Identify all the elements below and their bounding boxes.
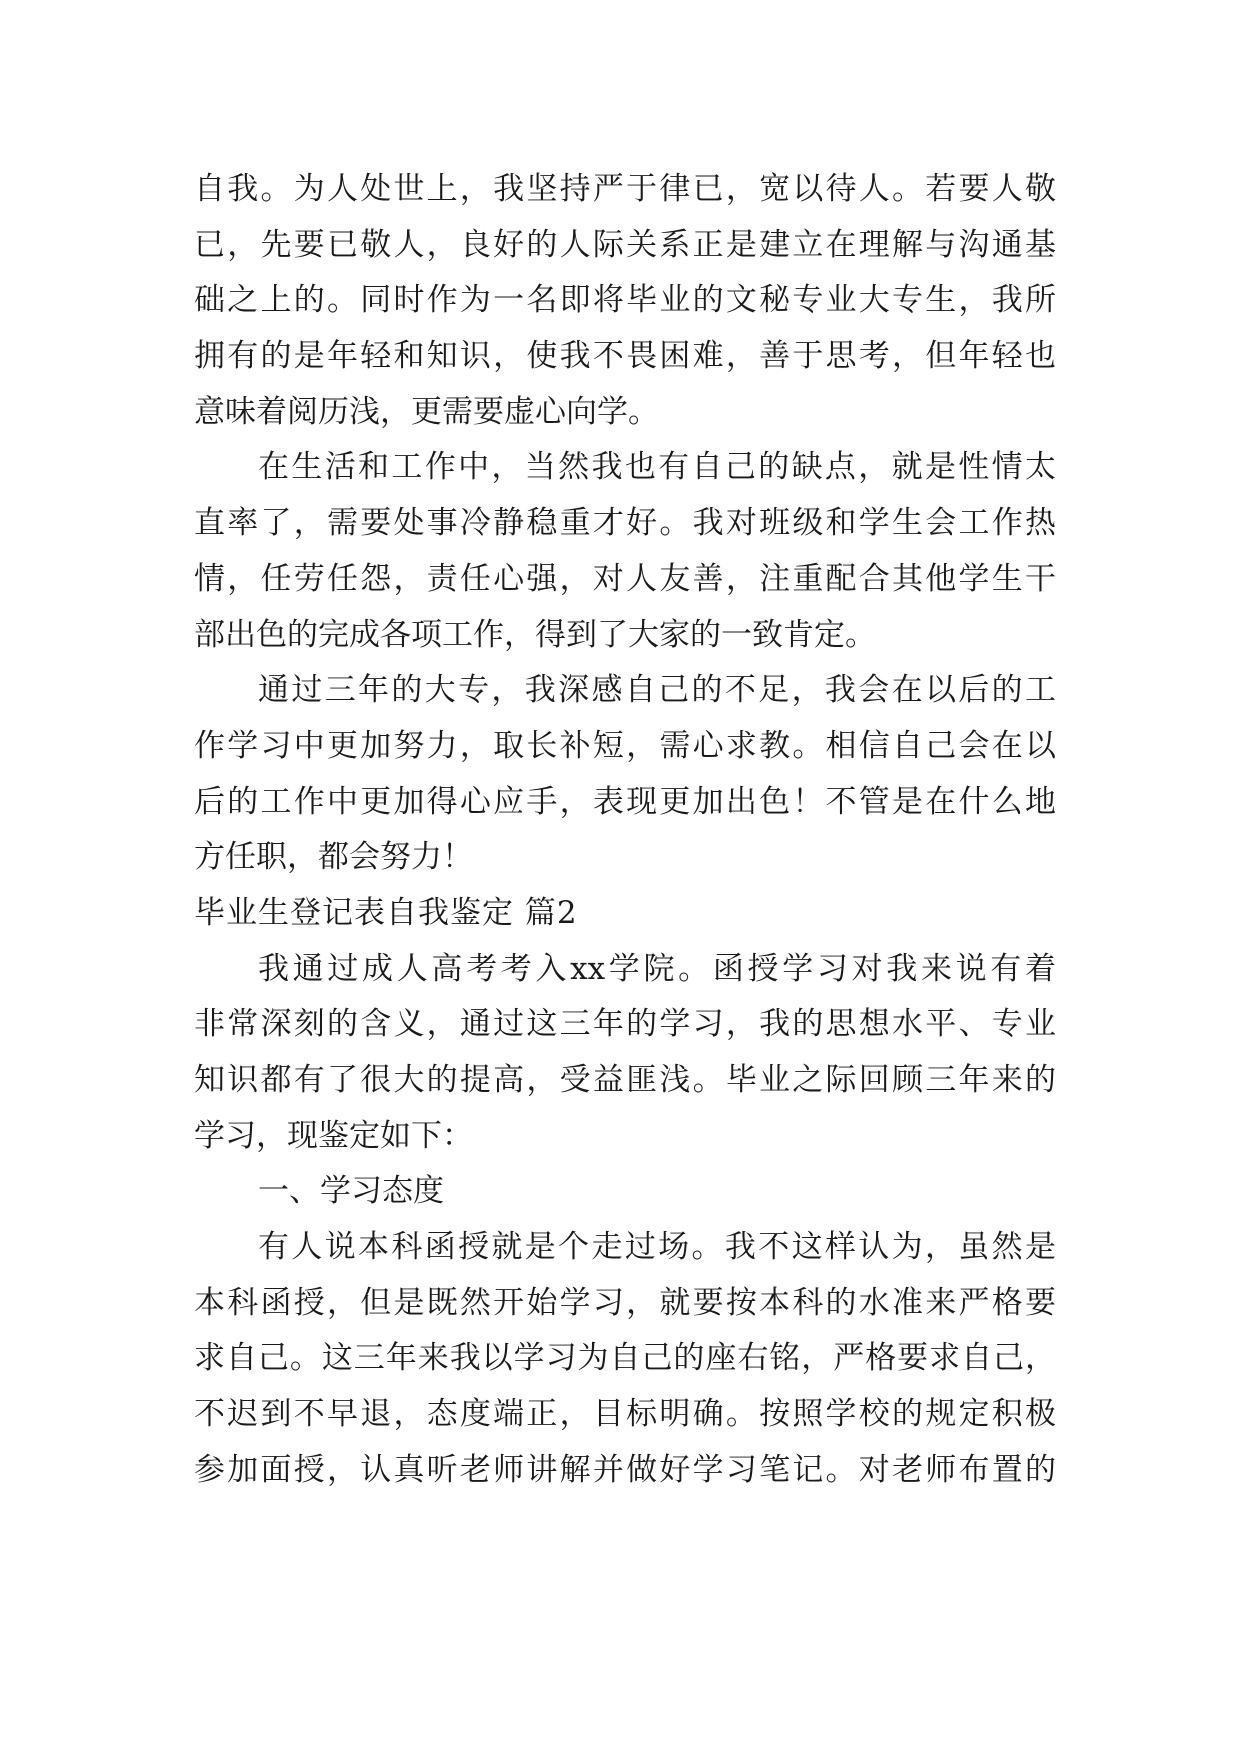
text-line: 作学习中更加努力，取长补短，需心求教。相信自己会在以 — [194, 727, 1056, 764]
text-line: 础之上的。同时作为一名即将毕业的文秘专业大专生，我所 — [194, 282, 1056, 319]
text-line: 自我。为人处世上，我坚持严于律已，宽以待人。若要人敬 — [194, 171, 1056, 207]
text-line: 有人说本科函授就是个走过场。我不这样认为，虽然是 — [258, 1229, 1056, 1266]
text-line: 部出色的完成各项工作，得到了大家的一致肯定。 — [194, 616, 876, 653]
text-line: 知识都有了很大的提高，受益匪浅。毕业之际回顾三年来的 — [194, 1062, 1056, 1098]
text-line: 本科函授，但是既然开始学习，就要按本科的水准来严格要 — [194, 1284, 1056, 1321]
text-line: 学习，现鉴定如下： — [194, 1117, 473, 1154]
text-line: 方任职，都会努力！ — [194, 839, 473, 876]
text-line: 我通过成人高考考入xx学院。函授学习对我来说有着 — [258, 950, 1056, 987]
text-line: 不迟到不早退，态度端正，目标明确。按照学校的规定积极 — [194, 1396, 1056, 1433]
document-body — [194, 162, 1056, 1499]
text-line: 拥有的是年轻和知识，使我不畏困难，善于思考，但年轻也 — [194, 338, 1056, 375]
text-line: 一、学习态度 — [258, 1173, 444, 1210]
section-heading: 毕业生登记表自我鉴定 篇2 — [194, 894, 578, 931]
text-line: 已，先要已敬人，良好的人际关系正是建立在理解与沟通基 — [194, 226, 1056, 263]
text-line: 意味着阅历浅，更需要虚心向学。 — [194, 393, 659, 430]
text-line: 情，任劳任怨，责任心强，对人友善，注重配合其他学生干 — [194, 560, 1056, 597]
text-line: 后的工作中更加得心应手，表现更加出色！不管是在什么地 — [194, 783, 1056, 820]
text-line: 在生活和工作中，当然我也有自己的缺点，就是性情太 — [258, 449, 1056, 486]
text-line: 求自己。这三年来我以学习为自己的座右铭，严格要求自己， — [194, 1340, 1056, 1377]
text-line: 通过三年的大专，我深感自己的不足，我会在以后的工 — [258, 672, 1056, 709]
text-line: 参加面授，认真听老师讲解并做好学习笔记。对老师布置的 — [194, 1451, 1056, 1488]
text-line: 直率了，需要处事冷静稳重才好。我对班级和学生会工作热 — [194, 505, 1056, 542]
text-line: 非常深刻的含义，通过这三年的学习，我的思想水平、专业 — [194, 1006, 1056, 1043]
